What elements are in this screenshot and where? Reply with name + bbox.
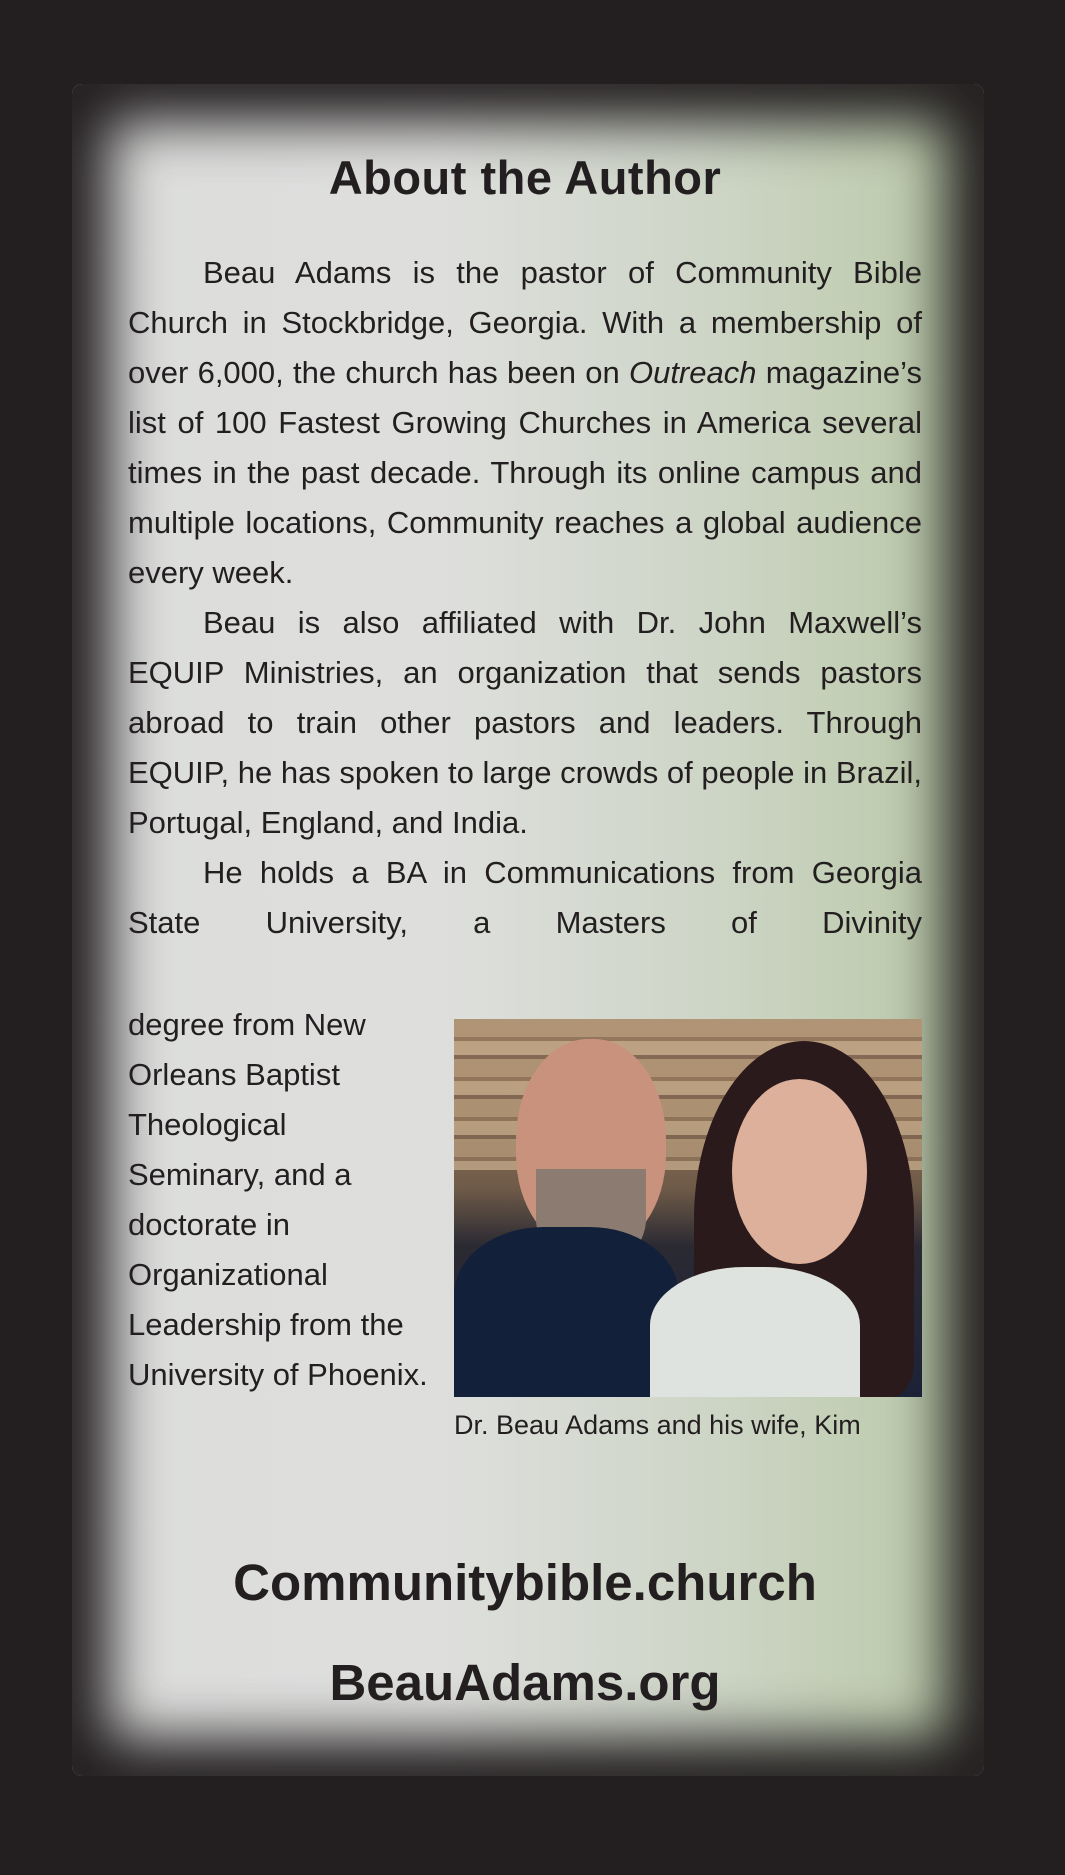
bio-text — [128, 248, 922, 948]
photo-caption: Dr. Beau Adams and his wife, Kim — [454, 1410, 861, 1440]
page-title: About the Author — [328, 151, 722, 204]
website-link-church[interactable]: Communitybible.church — [233, 1554, 817, 1611]
author-photo — [454, 1019, 922, 1397]
bio-paragraph-3-start: He holds a BA in Communications from Georgia State University, a Masters of Divinity — [128, 855, 922, 940]
bio-paragraph-2: Beau is also affiliated with Dr. John Maxwell’s EQUIP Ministries, an organization that sends pastors abroad to train other pastors and leaders. Through EQUIP, he has spoken to large crowds of people in Brazil, Portugal, England, and India. — [128, 605, 922, 840]
publication-name: Outreach — [628, 355, 757, 390]
website-link-author[interactable]: BeauAdams.org — [329, 1654, 721, 1711]
bio-paragraph-1 — [128, 248, 922, 598]
bio-p1-end: magazine’s list of 100 Fastest Growing Churches in America several times in the past decade. Through its online campus and multiple locations, Community reaches a global audience every week. — [128, 355, 922, 590]
woman-face — [732, 1079, 867, 1264]
bio-paragraph-3-rest: degree from New Orleans Baptist Theological Seminary, and a doctorate in Organizational Leadership from the University of Phoenix. — [128, 1007, 428, 1392]
man-shirt — [454, 1227, 679, 1397]
bio-p1-start: Beau Adams is the pastor of Community Bible Church in Stockbridge, Georgia. With a membership of over 6,000, the church has been on — [128, 255, 922, 390]
woman-blouse — [650, 1267, 860, 1397]
